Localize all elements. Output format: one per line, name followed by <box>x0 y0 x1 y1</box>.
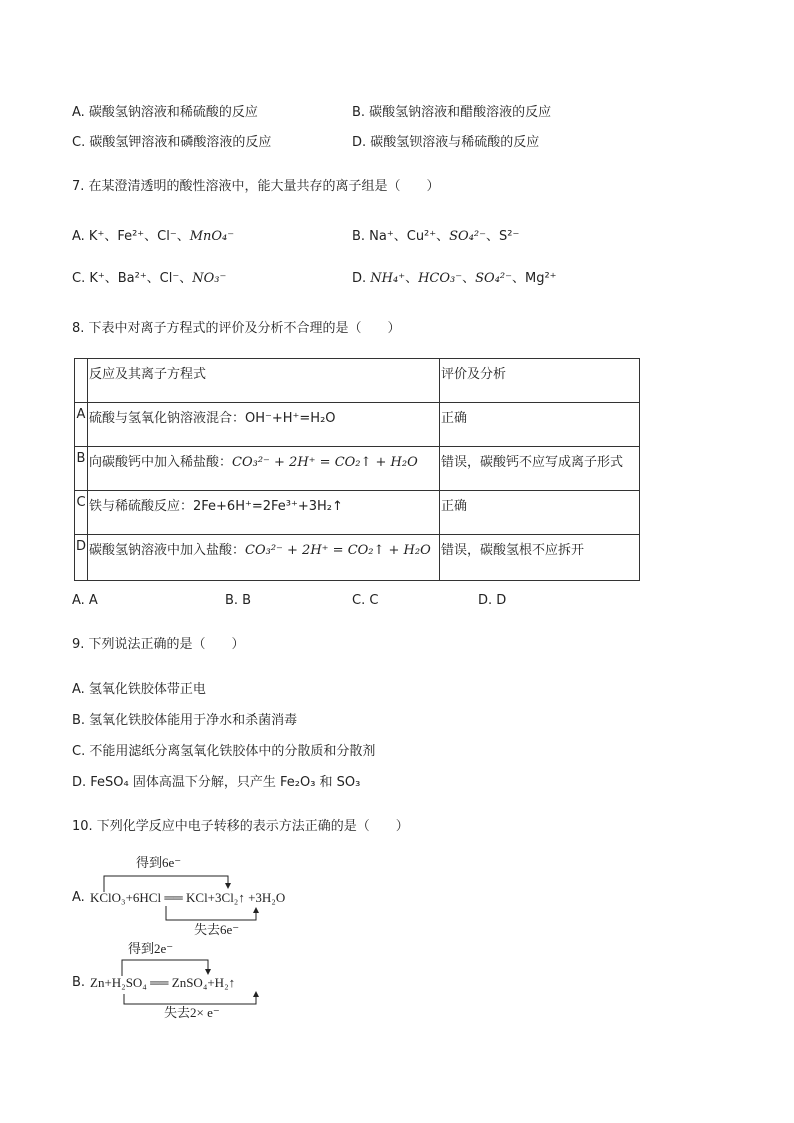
q6-option-a: A. 碳酸氢钠溶液和稀硫酸的反应 <box>72 105 258 120</box>
q9-option-c: C. 不能用滤纸分离氢氧化铁胶体中的分散质和分散剂 <box>72 744 376 759</box>
q7-option-b-prefix: B. Na⁺、Cu²⁺、 <box>352 229 450 244</box>
table-header-cell: 反应及其离子方程式 <box>88 359 440 403</box>
q6-option-d: D. 碳酸氢钡溶液与稀硫酸的反应 <box>352 135 540 150</box>
diagram-a-equation: KClO₃+6HCl ══ KCl+3Cl₂↑ +3H₂O <box>90 890 286 905</box>
q7-option-d-prefix: D. <box>352 271 371 286</box>
q7-option-d-ion2: HCO₃⁻ <box>418 271 463 286</box>
q7-option-a <box>72 228 234 246</box>
q7-stem: 7. 在某澄清透明的酸性溶液中，能大量共存的离子组是（ ） <box>72 179 440 194</box>
q7-option-b-ion: SO₄²⁻ <box>449 229 486 244</box>
row-label: D <box>75 535 88 581</box>
q8-option-d: D. D <box>478 593 507 608</box>
diagram-b-equation: Zn+H₂SO₄ ══ ZnSO₄+H₂↑ <box>90 975 236 990</box>
q9-option-b: B. 氢氧化铁胶体能用于净水和杀菌消毒 <box>72 713 298 728</box>
q10-diagram-a <box>72 850 372 940</box>
q7-option-d-ion1: NH₄⁺ <box>370 271 406 286</box>
row-reaction <box>88 447 440 491</box>
row-reaction: 铁与稀硫酸反应：2Fe+6H⁺=2Fe³⁺+3H₂↑ <box>88 491 440 535</box>
diagram-b-gain-label: 得到2e⁻ <box>128 941 174 956</box>
table-header-cell <box>75 359 88 403</box>
q10-stem: 10. 下列化学反应中电子转移的表示方法正确的是（ ） <box>72 819 409 834</box>
table-row <box>75 403 640 447</box>
table-header-row <box>75 359 640 403</box>
diagram-a-lose-label: 失去6e⁻ <box>194 922 240 937</box>
q8-stem: 8. 下表中对离子方程式的评价及分析不合理的是（ ） <box>72 321 401 336</box>
table-header-cell: 评价及分析 <box>440 359 640 403</box>
diagram-b-lose-label: 失去2× e⁻ <box>164 1005 220 1020</box>
q9-option-a: A. 氢氧化铁胶体带正电 <box>72 682 206 697</box>
q6-option-c: C. 碳酸氢钾溶液和磷酸溶液的反应 <box>72 135 272 150</box>
q7-option-d: D. NH₄⁺、HCO₃⁻、SO₄²⁻、Mg²⁺ <box>352 271 557 286</box>
q8-option-c: C. C <box>352 593 379 608</box>
q7-option-b <box>352 228 519 246</box>
q8-table <box>74 358 640 581</box>
q9-option-d: D. FeSO₄ 固体高温下分解，只产生 Fe₂O₃ 和 SO₃ <box>72 775 361 790</box>
diagram-a-label: A. <box>72 890 85 905</box>
q8-option-b: B. B <box>225 593 252 608</box>
row-reaction-equation: CO₃²⁻ + 2H⁺ = CO₂↑ + H₂O <box>232 455 418 470</box>
q7-option-a-ion: MnO₄⁻ <box>189 229 235 244</box>
q7-option-c <box>72 270 226 288</box>
lose-bracket <box>124 994 256 1004</box>
row-reaction-text: 向碳酸钙中加入稀盐酸： <box>89 455 233 470</box>
diagram-a-gain-label: 得到6e⁻ <box>136 855 182 870</box>
row-reaction-text: 碳酸氢钠溶液中加入盐酸： <box>89 543 246 558</box>
row-eval: 正确 <box>440 403 640 447</box>
row-reaction <box>88 535 440 581</box>
q7-option-d-suffix: 、Mg²⁺ <box>511 271 557 286</box>
lose-bracket <box>166 906 256 920</box>
q7-option-b-suffix: 、S²⁻ <box>486 229 520 244</box>
row-reaction: 硫酸与氢氧化钠溶液混合：OH⁻+H⁺=H₂O <box>88 403 440 447</box>
row-reaction-equation: CO₃²⁻ + 2H⁺ = CO₂↑ + H₂O <box>245 543 431 558</box>
row-label: C <box>75 491 88 535</box>
q6-option-b: B. 碳酸氢钠溶液和醋酸溶液的反应 <box>352 105 552 120</box>
row-eval: 正确 <box>440 491 640 535</box>
q7-option-a-prefix: A. K⁺、Fe²⁺、Cl⁻、 <box>72 229 190 244</box>
q8-option-a: A. A <box>72 593 98 608</box>
row-label: B <box>75 447 88 491</box>
lose-arrowhead <box>253 907 259 913</box>
row-label: A <box>75 403 88 447</box>
diagram-b-label: B. <box>72 975 86 990</box>
q7-option-c-ion: NO₃⁻ <box>192 271 227 286</box>
table-row <box>75 535 640 581</box>
row-eval: 错误，碳酸钙不应写成离子形式 <box>440 447 640 491</box>
q9-stem: 9. 下列说法正确的是（ ） <box>72 637 245 652</box>
table-row <box>75 491 640 535</box>
table-row <box>75 447 640 491</box>
lose-arrowhead <box>253 991 259 997</box>
q7-option-c-prefix: C. K⁺、Ba²⁺、Cl⁻、 <box>72 271 193 286</box>
row-eval: 错误，碳酸氢根不应拆开 <box>440 535 640 581</box>
q10-diagram-b <box>72 938 372 1028</box>
q7-option-d-ion3: SO₄²⁻ <box>475 271 512 286</box>
